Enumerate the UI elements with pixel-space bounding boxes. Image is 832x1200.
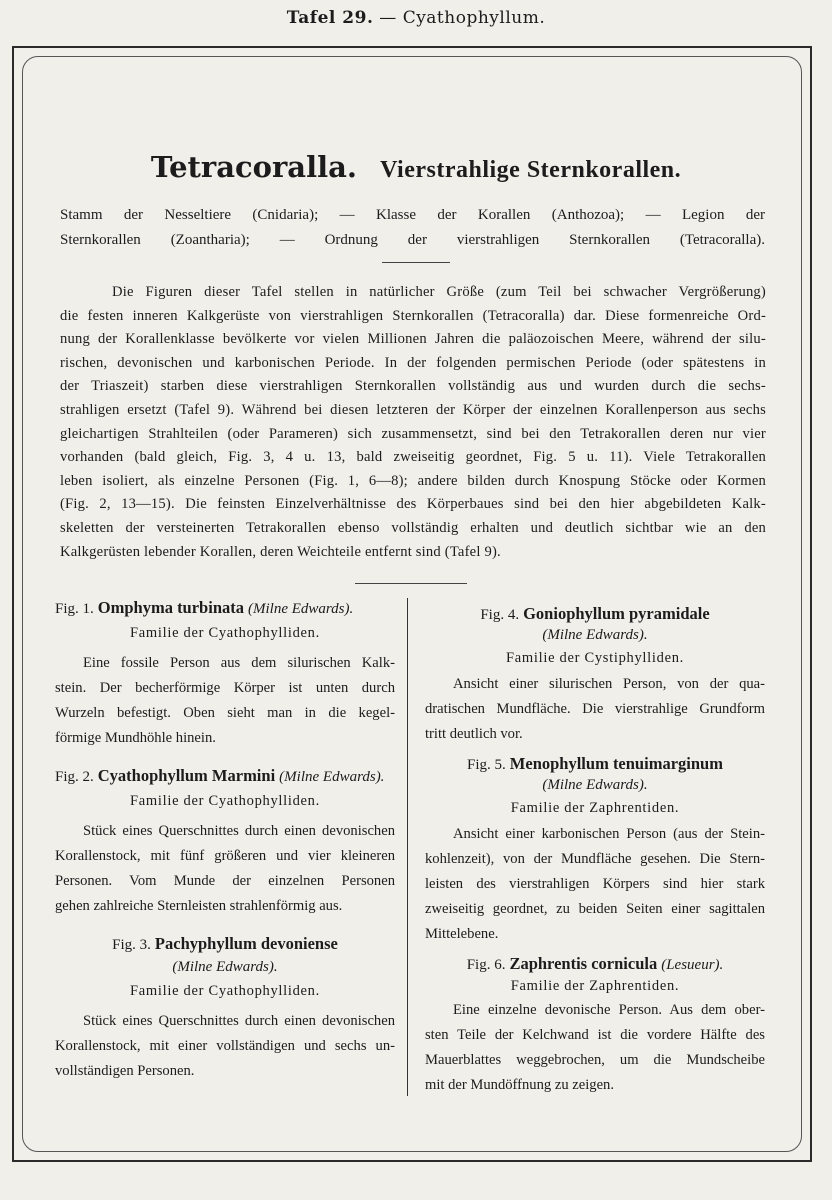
species-author: (Milne Edwards). (172, 959, 278, 975)
plate-number: Tafel 29. (286, 8, 374, 28)
species-author: (Milne Edwards). (248, 601, 354, 617)
description-line: Korallenstock, mit einer vollständigen und sechs un- (55, 1038, 395, 1054)
title-german: Vierstrahlige Sternkorallen. (380, 157, 682, 183)
description-line: gehen zahlreiche Sternleisten strahlenförmig aus. (55, 898, 343, 914)
figure-number: Fig. 2. (55, 769, 94, 785)
figure-heading (55, 598, 395, 618)
description-line: tritt deutlich vor. (425, 726, 523, 742)
figure-description (55, 819, 395, 919)
column-separator (407, 598, 408, 1096)
figure-description (425, 998, 765, 1098)
figure-entry-3 (55, 934, 395, 1084)
intro-line: gleichartigen Strahlteilen (oder Parameren) sich zusammensetzt, sind bei den Tetrakorallen deren nur vier (60, 425, 766, 442)
figure-heading (425, 754, 765, 774)
description-line: Stück eines Querschnittes durch einen devonischen (83, 823, 395, 839)
description-line: mit der Mundöffnung zu zeigen. (425, 1077, 614, 1093)
family-name: Familie der Cystiphylliden. (506, 650, 684, 666)
classification-line: Sternkorallen (Zoantharia); — Ordnung der vierstrahligen Sternkorallen (Tetracoralla). (60, 232, 765, 248)
intro-line: skeletten der versteinerten Tetrakorallen ebenso vollständig erhalten und deutlich sichtbar wie an den (60, 519, 766, 536)
family-name: Familie der Zaphrentiden. (510, 978, 680, 994)
figure-number: Fig. 1. (55, 601, 94, 617)
figure-heading (55, 934, 395, 954)
family-name: Familie der Cyathophylliden. (130, 983, 320, 999)
description-line: Mauerblattes weggebrochen, um die Mundscheibe (425, 1052, 765, 1068)
species-author: (Lesueur). (661, 957, 724, 973)
family-name: Familie der Cyathophylliden. (130, 625, 320, 641)
species-name: Goniophyllum pyramidale (523, 604, 710, 623)
description-line: kohlenzeit), von der Mundfläche gesehen. Die Stern- (425, 851, 765, 867)
intro-line: der Triaszeit) starben diese vierstrahligen Sternkorallen vollständig aus und wurden durch die sechs- (60, 378, 766, 395)
species-name: Menophyllum tenuimarginum (509, 754, 723, 773)
figure-number: Fig. 5. (467, 757, 506, 773)
plate-subject: Cyathophyllum. (402, 8, 546, 28)
description-line: stein. Der becherförmige Körper ist unten durch (55, 680, 395, 696)
description-line: Ansicht einer silurischen Person, von der qua- (453, 676, 765, 692)
species-author: (Milne Edwards). (542, 627, 648, 643)
figure-heading (425, 954, 765, 974)
description-line: Ansicht einer karbonischen Person (aus der Stein- (453, 826, 765, 842)
species-name: Zaphrentis cornicula (509, 954, 658, 973)
classification (60, 203, 765, 253)
intro-line: Kalkgerüsten lebender Korallen, deren Weichteile entfernt sind (Tafel 9). (60, 543, 501, 560)
figure-entry-2 (55, 766, 395, 919)
divider-rule (382, 262, 450, 263)
figure-number: Fig. 6. (466, 957, 506, 973)
description-line: Eine einzelne devonische Person. Aus dem ober- (453, 1002, 765, 1018)
species-author: (Milne Edwards). (542, 777, 648, 793)
description-line: zweiseitig geordnet, zu beiden Seiten einer sagittalen (425, 901, 765, 917)
species-name: Pachyphyllum devoniense (154, 934, 338, 953)
figure-heading (425, 604, 765, 624)
description-line: förmige Mundhöhle hinein. (55, 730, 216, 746)
intro-line: strahligen ersetzt (Tafel 9). Während bei diesen letzteren der Körper der einzelnen Korallenperson aus sechs (60, 401, 766, 418)
description-line: Eine fossile Person aus dem silurischen Kalk- (83, 655, 395, 671)
figure-entry-1 (55, 598, 395, 751)
running-head (0, 8, 832, 28)
figure-entry-6 (425, 954, 765, 1098)
page-title (0, 150, 832, 184)
intro-paragraph (60, 281, 766, 564)
intro-line: (Fig. 2, 13—15). Die feinsten Einzelverhältnisse des Körperbaues sind bei den hier abgebildeten Kalk- (60, 496, 766, 513)
figure-description (55, 651, 395, 751)
header-dash: — (379, 8, 397, 28)
figure-entry-4 (425, 604, 765, 747)
divider-rule (355, 583, 467, 584)
description-line: Stück eines Querschnittes durch einen devonischen (83, 1013, 395, 1029)
figure-number: Fig. 3. (112, 937, 151, 953)
figure-heading (55, 766, 395, 786)
figure-description (55, 1009, 395, 1084)
intro-line: vorhanden (bald gleich, Fig. 3, 4 u. 13, bald zweiseitig geordnet, Fig. 5 u. 11). Viele Tetrakorallen (60, 449, 766, 466)
description-line: Personen. Vom Munde der einzelnen Personen (55, 873, 395, 889)
description-line: Wurzeln befestigt. Oben sieht man in die kegel- (55, 705, 395, 721)
description-line: dratischen Mundfläche. Die vierstrahlige Grundform (425, 701, 765, 717)
species-author: (Milne Edwards). (279, 769, 385, 785)
intro-line: Die Figuren dieser Tafel stellen in natürlicher Größe (zum Teil bei schwacher Vergrößerung) (112, 284, 766, 300)
intro-line: die festen inneren Kalkgerüste von vierstrahligen Sternkorallen (Tetracoralla) dar. Diese formenreiche Ord- (60, 307, 766, 324)
classification-line: Stamm der Nesseltiere (Cnidaria); — Klasse der Korallen (Anthozoa); — Legion der (60, 207, 765, 223)
intro-line: nung der Korallenklasse bevölkerte vor vielen Millionen Jahren die paläozoischen Meere, während der silu- (60, 331, 766, 348)
title-latin: Tetracoralla. (150, 150, 357, 184)
description-line: Korallenstock, mit fünf größeren und vier kleineren (55, 848, 395, 864)
description-line: Mittelebene. (425, 926, 499, 942)
description-line: leisten des vierstrahligen Körpers sind hier stark (425, 876, 765, 892)
species-name: Cyathophyllum Marmini (97, 766, 276, 785)
species-name: Omphyma turbinata (97, 598, 244, 617)
figure-description (425, 672, 765, 747)
description-line: vollständigen Personen. (55, 1063, 195, 1079)
intro-line: leben isoliert, als einzelne Personen (Fig. 1, 6—8); andere bilden durch Knospung Stöcke oder Kormen (60, 472, 766, 489)
intro-line: rischen, devonischen und karbonischen Periode. In der folgenden permischen Periode (oder spätestens in (60, 354, 766, 371)
family-name: Familie der Zaphrentiden. (510, 800, 680, 816)
family-name: Familie der Cyathophylliden. (130, 793, 320, 809)
description-line: sten Teile der Kelchwand ist die vordere Hälfte des (425, 1027, 765, 1043)
figure-description (425, 822, 765, 947)
figure-number: Fig. 4. (480, 607, 520, 623)
figure-entry-5 (425, 754, 765, 947)
